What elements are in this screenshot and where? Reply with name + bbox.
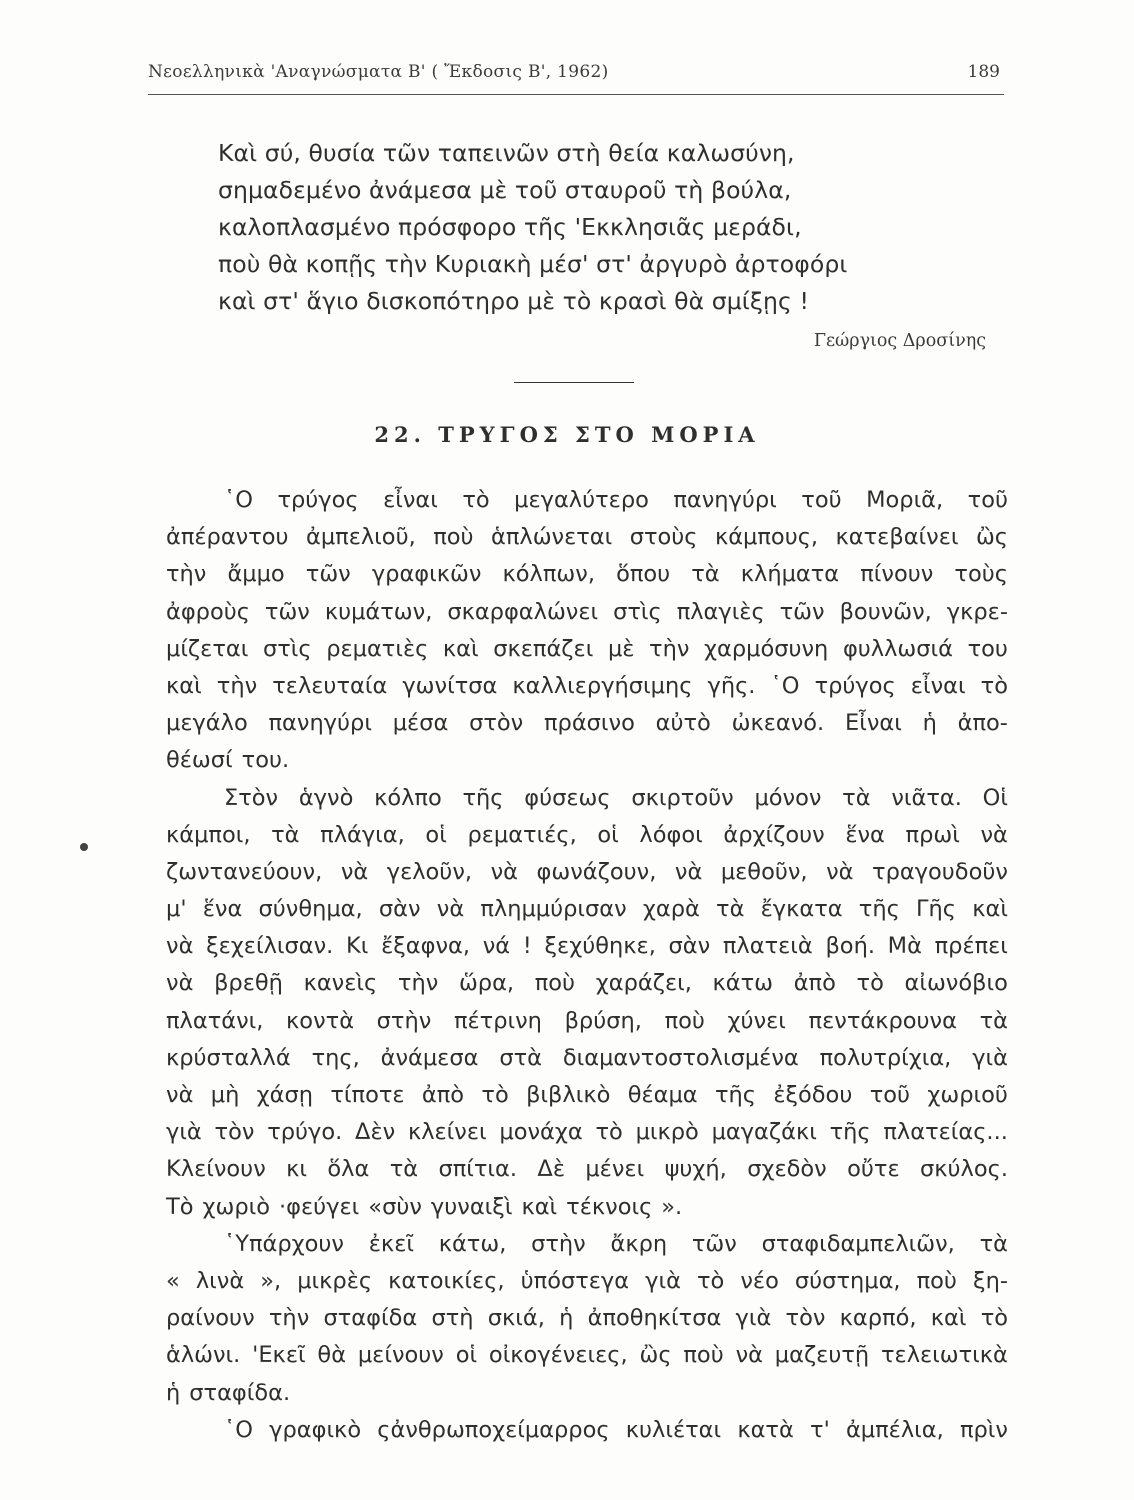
word: σταφίδα — [323, 1305, 418, 1332]
word: τοῦ — [869, 1082, 911, 1108]
word: πρέπει — [934, 933, 1008, 960]
word: ἀφροὺς — [166, 598, 250, 625]
word: πρωὶ — [905, 821, 960, 848]
word: κρύσταλλά — [166, 1044, 291, 1071]
word: ποὺ — [916, 1267, 957, 1294]
word: ἄκρη — [610, 1230, 668, 1257]
text-line — [166, 1189, 1008, 1226]
word: μὲ — [607, 635, 635, 662]
word: λόφοι — [639, 821, 703, 848]
word: μείνουν — [357, 1342, 444, 1369]
word: Δὲν — [355, 1119, 396, 1146]
word: τὸν — [785, 1305, 826, 1332]
word: κυλιέται — [625, 1416, 722, 1443]
page-speck — [80, 843, 88, 851]
word: θέωσί — [166, 747, 233, 774]
word: κλείνει — [407, 1119, 487, 1146]
word: νέο — [740, 1267, 779, 1294]
word: τὴν — [649, 635, 690, 662]
word: θὰ — [317, 1342, 347, 1369]
poem-stanza — [218, 135, 847, 320]
word: ὥρα, — [458, 970, 515, 997]
word: της, — [311, 1044, 360, 1071]
word: οἰκογένειες, — [488, 1342, 628, 1369]
word: ποὺ — [433, 524, 474, 551]
word: τοὺς — [954, 561, 1008, 588]
word: φωνάζουν, — [536, 858, 657, 885]
word: τὰ — [271, 821, 300, 848]
word: σκαρφαλώνει — [447, 598, 599, 625]
word: κατὰ — [737, 1416, 794, 1443]
running-header — [148, 60, 1004, 95]
word: πλατειὰ — [722, 933, 813, 960]
word: τίποτε — [330, 1082, 405, 1108]
word: Εἶναι — [844, 710, 902, 737]
word: του — [967, 635, 1008, 662]
word: φυλλωσιά — [842, 635, 953, 662]
word: γιὰ — [166, 1119, 202, 1146]
word: ἄμμο — [227, 561, 285, 588]
text-line — [166, 556, 1008, 593]
word: μονάχα — [499, 1119, 583, 1146]
word: μὴ — [210, 1082, 240, 1108]
word: γῆς. — [707, 672, 756, 699]
word: στοὺς — [629, 524, 698, 551]
word: τὰ — [691, 561, 720, 588]
word: γιὰ — [972, 1044, 1008, 1071]
word: μένει — [585, 1156, 645, 1183]
word: του. — [241, 747, 290, 774]
word: θέαμα — [627, 1082, 698, 1108]
text-line — [166, 742, 1008, 779]
word: μεγαλύτερο — [514, 487, 649, 513]
word: τὴν — [216, 672, 258, 699]
word: νὰ — [980, 821, 1008, 848]
word: ψυχή, — [664, 1156, 727, 1183]
word: τῶν — [691, 1230, 737, 1257]
word: μεγάλο — [166, 710, 248, 737]
word: στὴν — [376, 1007, 432, 1034]
word: στὶς — [262, 635, 312, 662]
word: γωνίτσα — [402, 672, 498, 699]
word: πεντάκρουνα — [808, 1007, 957, 1034]
word: ὅλα — [327, 1156, 370, 1183]
word: Κι — [346, 933, 369, 960]
word: πίνουν — [860, 561, 934, 588]
word: ἕνα — [202, 896, 243, 923]
word: μεθοῦν, — [720, 858, 808, 885]
word: », — [260, 1267, 282, 1294]
word: Οἱ — [982, 784, 1008, 811]
word: σκεπάζει — [493, 635, 594, 662]
word: νὰ — [826, 858, 854, 885]
word: γιὰ — [735, 1305, 772, 1332]
word: καὶ — [521, 1193, 558, 1220]
word: πλάγια, — [320, 821, 405, 848]
word: μαγαζάκι — [711, 1119, 817, 1146]
text-line — [166, 1263, 1008, 1300]
word: κάτω — [712, 970, 774, 997]
poem-line: ποὺ θὰ κοπῇς τὴν Κυριακὴ μέσ' στ' ἀργυρὸ ἀρτοφόρι — [218, 250, 848, 278]
header-title: Νεοελληνικὰ 'Αναγνώσματα Β' ( Ἔκδοσις Β', 1962) — [148, 62, 609, 82]
word: κόλπο — [374, 784, 442, 811]
word: κι — [286, 1156, 308, 1183]
word: ἀμπελιοῦ, — [306, 524, 416, 551]
word: κάτω, — [438, 1230, 507, 1257]
word: ἡ — [166, 1379, 181, 1406]
poem-author: Γεώργιος Δροσίνης — [813, 331, 986, 351]
word: μέσα — [392, 710, 449, 737]
word: μ' — [166, 896, 187, 923]
word: Τὸ — [166, 1193, 194, 1220]
word: τὸ — [481, 1082, 509, 1108]
word: ῾Ο — [224, 1416, 253, 1443]
word: πράσινο — [544, 710, 635, 737]
word: Στὸν — [224, 784, 279, 811]
word: σκιρτοῦν — [631, 784, 734, 811]
word: ἁλώνι. — [166, 1342, 241, 1369]
poem-line: καλοπλασμένο πρόσφορο τῆς 'Εκκλησιᾶς μεράδι, — [218, 213, 802, 241]
word: ῾Υπάρχουν — [224, 1230, 345, 1257]
word: τὰ — [716, 896, 745, 923]
word: βοή. — [825, 933, 875, 960]
word: σκιά, — [487, 1305, 545, 1332]
word: ἀπὸ — [421, 1082, 465, 1108]
word: μικρὲς — [297, 1267, 373, 1294]
word: κατοικίες, — [388, 1267, 505, 1294]
word: στὸν — [469, 710, 524, 737]
word: καὶ — [972, 896, 1008, 923]
word: νὰ — [436, 896, 465, 923]
word: πλατάνι, — [166, 1007, 264, 1034]
word: ἁγνὸ — [298, 784, 354, 811]
word: πέτρινη — [453, 1007, 542, 1034]
word: μίζεται — [166, 635, 249, 662]
word: νὰ — [166, 1082, 194, 1108]
word: σὰν — [668, 933, 711, 960]
word: ἐξόδου — [773, 1082, 853, 1108]
word: πλαγιὲς — [676, 598, 765, 625]
word: κατεβαίνει — [835, 524, 959, 551]
word: τελειωτικὰ — [881, 1342, 1008, 1369]
word: καὶ — [166, 672, 202, 699]
text-line — [166, 965, 1008, 1002]
word: κλήματα — [740, 561, 840, 588]
word: εἶναι — [910, 672, 966, 699]
word: ὢς — [975, 524, 1008, 551]
word: χαρμόσυνη — [704, 635, 829, 662]
word: γιὰ — [645, 1267, 681, 1294]
text-line — [166, 928, 1008, 965]
word: τῶν — [264, 598, 310, 625]
word: κοντὰ — [286, 1007, 355, 1034]
text-line — [166, 891, 1008, 928]
poem-line: Καὶ σύ, θυσία τῶν ταπεινῶν στὴ θεία καλωσύνη, — [218, 139, 795, 167]
word: χωριοῦ — [927, 1082, 1008, 1108]
word: χωριὸ — [202, 1193, 271, 1220]
word: τὸ — [856, 970, 884, 997]
word: τελευταία — [272, 672, 388, 699]
word: στὰ — [499, 1044, 542, 1071]
word: τρύγος — [814, 672, 896, 699]
word: τὸ — [696, 1267, 725, 1294]
word: χάσῃ — [256, 1082, 314, 1108]
word: ἀπὸ — [793, 970, 836, 997]
word: τραγουδοῦν — [872, 858, 1008, 885]
word: τῶν — [305, 561, 351, 588]
text-line — [166, 594, 1008, 631]
word: κάμπους, — [714, 524, 819, 551]
word: βιβλικὸ — [526, 1082, 611, 1108]
word: ραίνουν — [166, 1305, 255, 1332]
text-line — [166, 1114, 1008, 1151]
word: σκύλος. — [920, 1156, 1008, 1183]
word: σὰν — [378, 896, 421, 923]
text-line — [166, 817, 1008, 854]
word: ἀπέραντου — [166, 524, 289, 551]
word: πανηγύρι — [673, 487, 777, 513]
word: κυμάτων, — [324, 598, 433, 625]
word: πρὶν — [959, 1416, 1008, 1443]
word: νὰ — [490, 858, 518, 885]
word: ςἀνθρωποχείμαρρος — [377, 1416, 610, 1443]
word: ὠκεανό. — [731, 710, 825, 737]
word: εἶναι — [383, 487, 438, 513]
text-line — [166, 631, 1008, 668]
word: ρεματιὲς — [326, 635, 429, 662]
word: ἀρχίζουν — [723, 821, 825, 848]
word: Κλείνουν — [166, 1156, 266, 1183]
word: γκρε- — [946, 598, 1008, 625]
word: τὸν — [214, 1119, 255, 1146]
word: σταφίδα. — [189, 1379, 291, 1406]
word: ἡ — [559, 1305, 574, 1332]
word: ἔξαφνα, — [381, 933, 471, 960]
word: Δὲ — [537, 1156, 565, 1183]
text-line — [166, 854, 1008, 891]
word: κανεὶς — [303, 970, 378, 997]
word: μαζευτῇ — [774, 1342, 870, 1369]
word: μικρὸ — [635, 1119, 699, 1146]
text-line — [166, 1003, 1008, 1040]
text-line — [166, 1412, 1008, 1449]
word: ῾Ο — [224, 487, 253, 513]
word: τὰ — [842, 784, 871, 811]
word: κόλπων, — [502, 561, 595, 588]
word: τρύγο. — [267, 1119, 343, 1146]
word: χαρὰ — [642, 896, 700, 923]
word: Μὰ — [887, 933, 922, 960]
word: χύνει — [727, 1007, 786, 1034]
word: καλλιεργήσιμης — [512, 672, 693, 699]
word: τὰ — [979, 1230, 1008, 1257]
word: διαμαντοστολισμένα — [562, 1044, 799, 1071]
word: τῆς — [858, 896, 900, 923]
text-line — [166, 668, 1008, 705]
word: ῾Ο — [770, 672, 800, 699]
word: χαράζει, — [595, 970, 692, 997]
word: τοῦ — [801, 487, 842, 513]
text-line — [166, 1375, 1008, 1412]
word: στὴ — [431, 1305, 474, 1332]
word: « — [166, 1267, 180, 1294]
word: γραφικὸ — [269, 1416, 362, 1443]
word: φύσεως — [524, 784, 611, 811]
word: σχεδὸν — [747, 1156, 827, 1183]
word: τὸ — [462, 487, 490, 513]
word: ὢς — [639, 1342, 672, 1369]
word: ὑπόστεγα — [520, 1267, 630, 1294]
word: λινὰ — [195, 1267, 245, 1294]
word: ζωντανεύουν, — [166, 858, 323, 885]
word: ποὺ — [664, 1007, 705, 1034]
word: αὐτὸ — [655, 710, 711, 737]
word: ποὺ — [534, 970, 576, 997]
word: ποὺ — [683, 1342, 724, 1369]
word: οἱ — [455, 1342, 478, 1369]
word: «σὺν — [368, 1193, 422, 1220]
word: τὸ — [595, 1119, 623, 1146]
section-divider — [514, 382, 634, 383]
word: Μοριᾶ, — [866, 487, 944, 513]
word: βουνῶν, — [839, 598, 932, 625]
text-line — [166, 705, 1008, 742]
word: νὰ — [735, 1342, 763, 1369]
word: καρπό, — [839, 1305, 917, 1332]
text-line — [166, 1337, 1008, 1374]
word: μόνον — [754, 784, 822, 811]
word: ἀποθηκίτσα — [587, 1305, 722, 1332]
word: τὰ — [389, 1156, 419, 1183]
word: πανηγύρι — [268, 710, 372, 737]
page-number: 189 — [967, 62, 1000, 82]
word: ξεχύθηκε, — [544, 933, 656, 960]
word: καὶ — [442, 635, 479, 662]
word: ἐκεῖ — [368, 1230, 414, 1257]
word: νὰ — [166, 933, 194, 960]
word: ἕνα — [845, 821, 885, 848]
word: τ' — [810, 1416, 830, 1443]
word: τὰ — [979, 1007, 1008, 1034]
poem-line: καὶ στ' ἅγιο δισκοπότηρο μὲ τὸ κρασὶ θὰ σμίξῃς ! — [218, 287, 810, 315]
poem-line: σημαδεμένο ἀνάμεσα μὲ τοῦ σταυροῦ τὴ βούλα, — [218, 176, 792, 204]
word: νὰ — [674, 858, 703, 885]
text-line — [166, 1040, 1008, 1077]
word: τρύγος — [277, 487, 359, 513]
word: ». — [661, 1193, 683, 1220]
word: στὶς — [613, 598, 662, 625]
word: οἱ — [425, 821, 447, 848]
word: τοῦ — [967, 487, 1008, 513]
word: ἁπλώνεται — [491, 524, 613, 551]
word: ξη- — [973, 1267, 1008, 1294]
word: βρύση, — [564, 1007, 642, 1034]
text-line — [166, 482, 1008, 519]
word: πολυτρίχια, — [819, 1044, 952, 1071]
word: οἱ — [597, 821, 619, 848]
word: ἀπο- — [957, 710, 1008, 737]
prose-body — [166, 482, 1008, 1449]
word: Γῆς — [916, 896, 957, 923]
word: πλατείας... — [883, 1119, 1008, 1146]
word: ξεχείλισαν. — [206, 933, 334, 960]
word: τὸ — [980, 672, 1008, 699]
word: νιᾶτα. — [891, 784, 962, 811]
word: νά — [482, 933, 511, 960]
word: γελοῦν, — [386, 858, 473, 885]
word: νὰ — [340, 858, 369, 885]
word: τῆς — [714, 1082, 756, 1108]
word: καὶ — [930, 1305, 967, 1332]
text-line — [166, 1077, 1008, 1114]
word: ἡ — [922, 710, 937, 737]
text-line — [166, 1300, 1008, 1337]
word: τῶν — [779, 598, 825, 625]
text-line — [166, 1226, 1008, 1263]
text-line — [166, 1151, 1008, 1188]
text-line — [166, 519, 1008, 556]
word: στὴν — [531, 1230, 586, 1257]
word: ρεματιές, — [467, 821, 577, 848]
word: τῆς — [829, 1119, 871, 1146]
word: αἰωνόβιο — [904, 970, 1008, 997]
word: ἀνάμεσα — [380, 1044, 479, 1071]
word: κάμποι, — [166, 821, 251, 848]
word: τὴν — [268, 1305, 310, 1332]
text-line — [166, 780, 1008, 817]
word: σύνθημα, — [258, 896, 363, 923]
section-title: 22. ΤΡΥΓΟΣ ΣΤΟ ΜΟΡΙΑ — [374, 422, 760, 447]
word: σπίτια. — [438, 1156, 518, 1183]
word: ἀμπέλια, — [845, 1416, 944, 1443]
word: οὔτε — [847, 1156, 900, 1183]
word: τὴν — [166, 561, 207, 588]
word: 'Εκεῖ — [252, 1342, 306, 1369]
word: τῆς — [462, 784, 504, 811]
word: γυναιξὶ — [430, 1193, 513, 1220]
word: γραφικῶν — [371, 561, 482, 588]
word: ! — [522, 933, 532, 960]
word: τέκνοις — [566, 1193, 653, 1220]
word: τὴν — [397, 970, 439, 997]
word: πλημμύρισαν — [480, 896, 627, 923]
word: ·φεύγει — [279, 1193, 360, 1220]
word: βρεθῇ — [214, 970, 283, 997]
word: ὅπου — [616, 561, 671, 588]
word: ἔγκατα — [760, 896, 843, 923]
word: σταφιδαμπελιῶν, — [761, 1230, 955, 1257]
word: τὸ — [980, 1305, 1008, 1332]
word: νὰ — [166, 970, 194, 997]
word: σύστημα, — [794, 1267, 901, 1294]
